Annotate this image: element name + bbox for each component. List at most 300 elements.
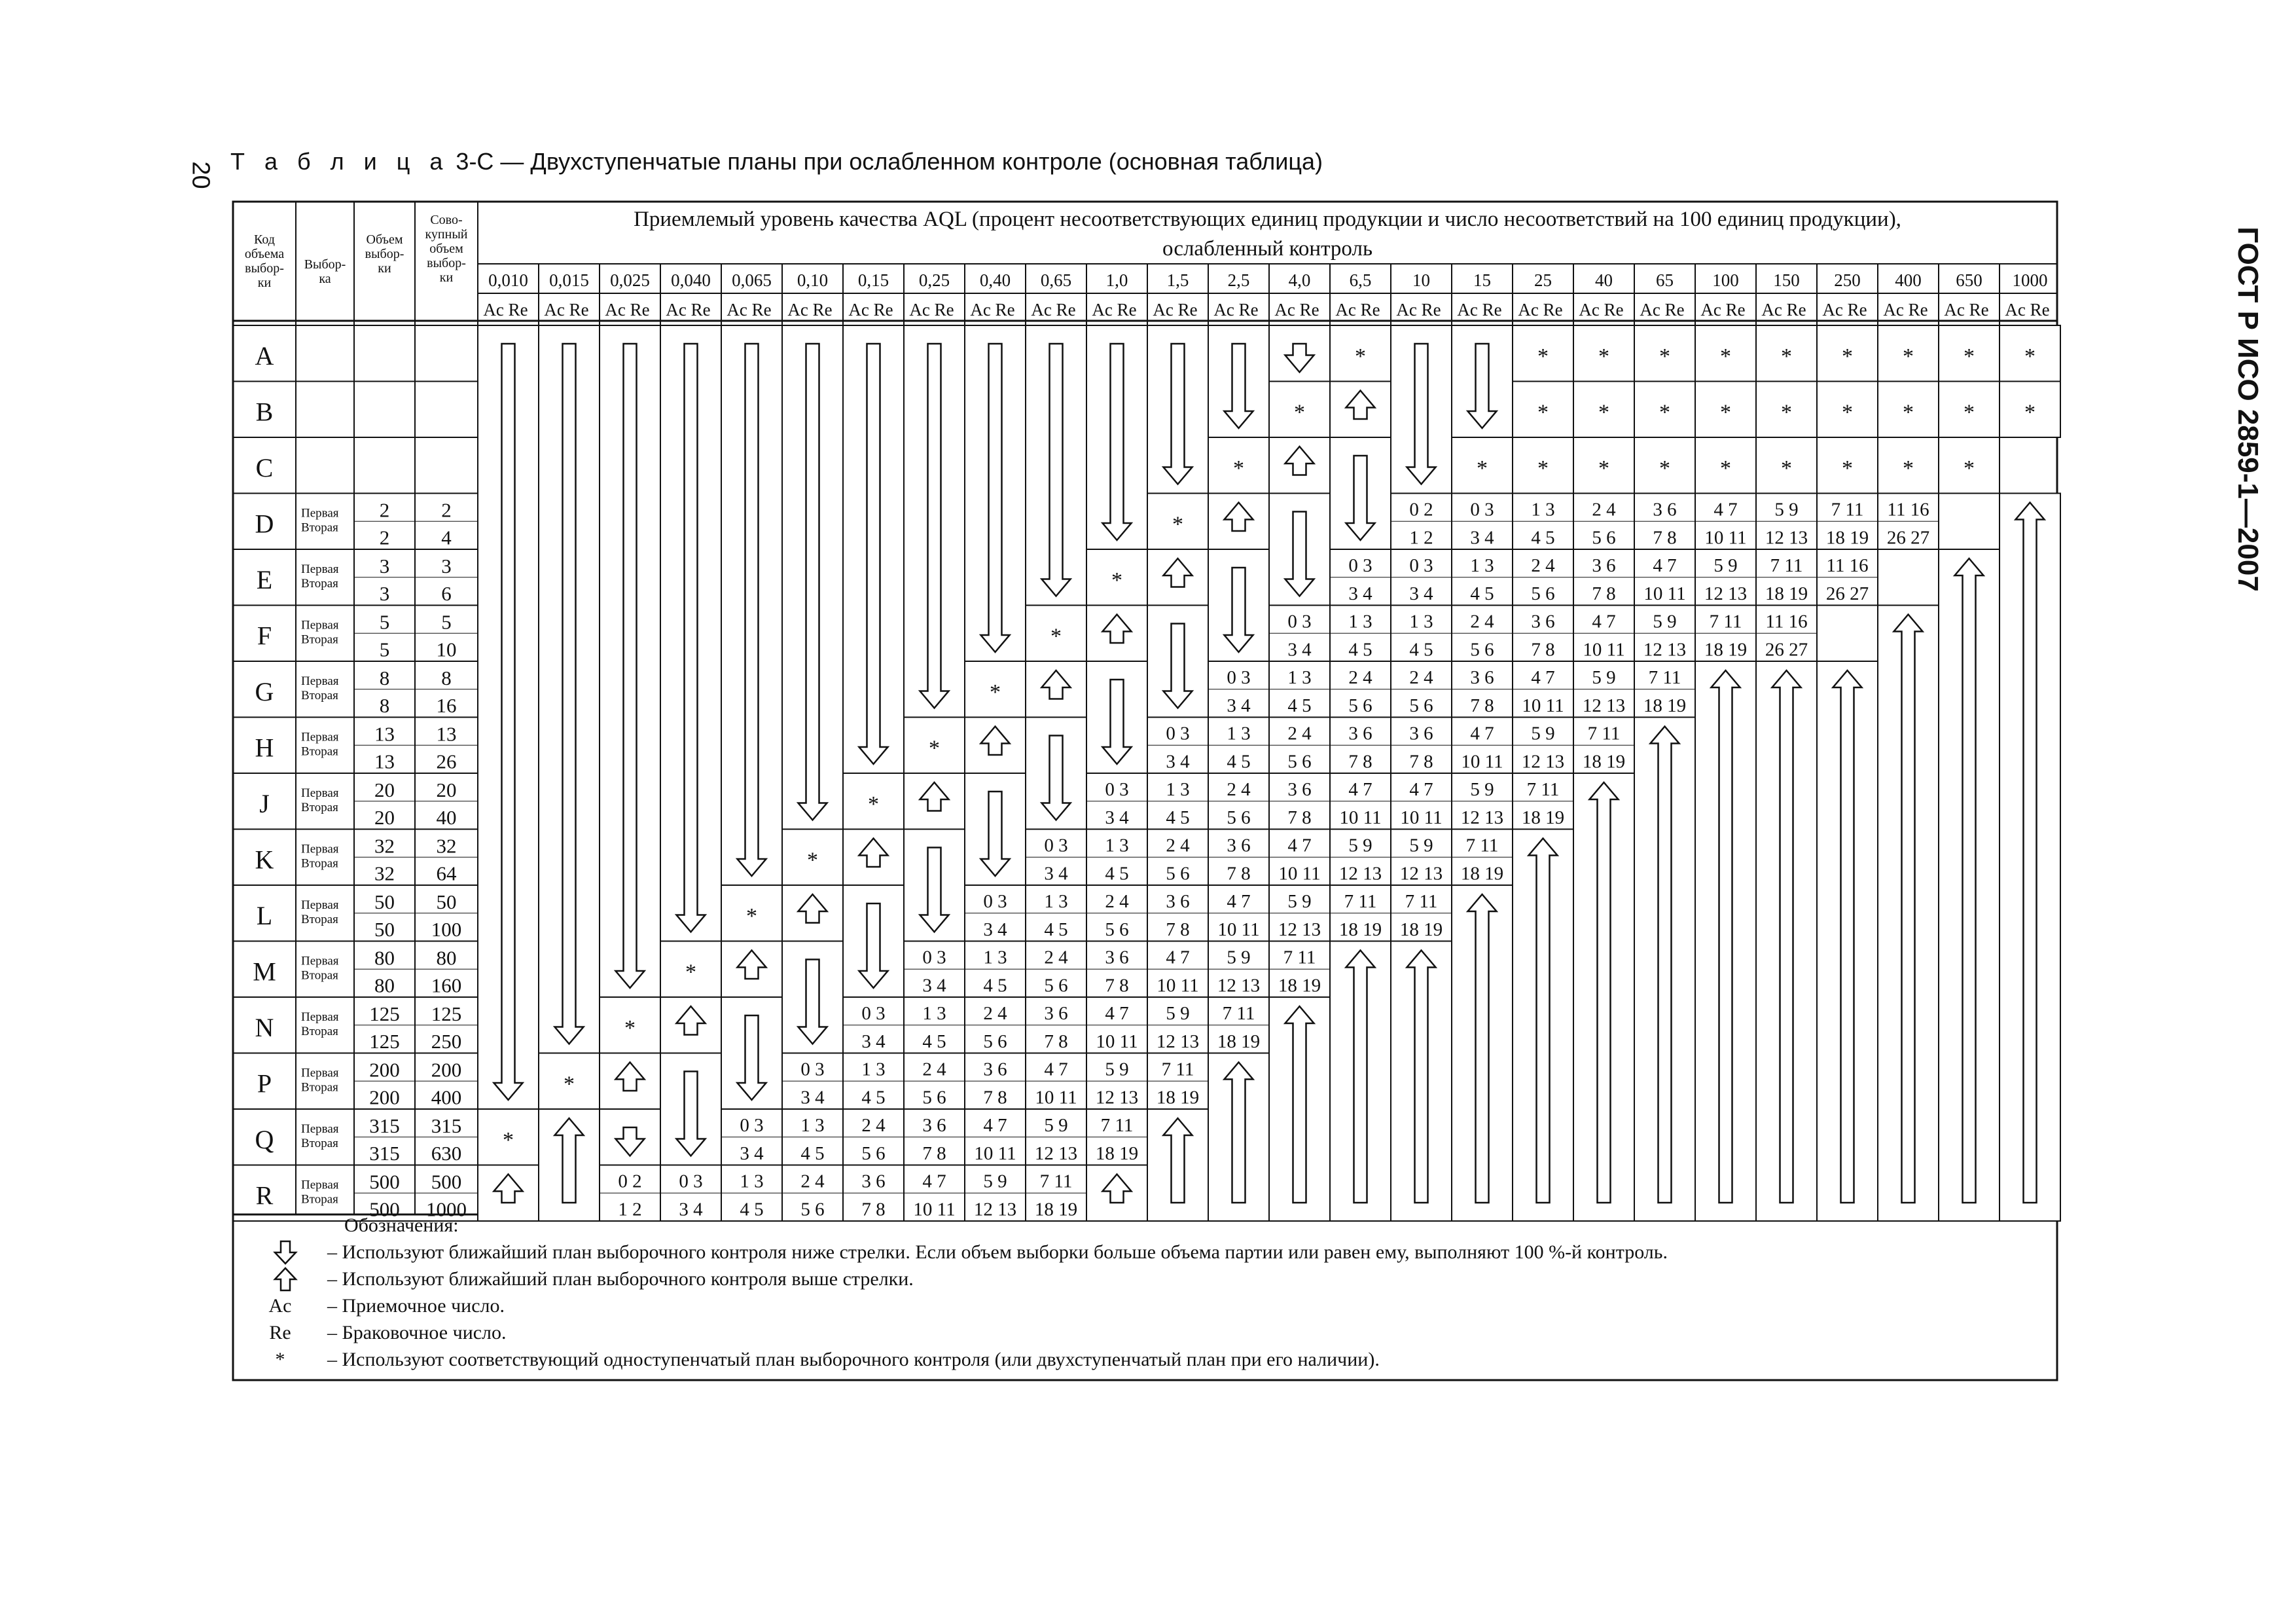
star-marker: * (1842, 456, 1853, 481)
sample-size-value: 200 (369, 1085, 400, 1109)
plan-first-stage: 4 7 (1105, 1003, 1129, 1024)
plan-first-stage: 1 3 (1531, 499, 1555, 520)
plan-first-stage: 4 7 (1531, 667, 1555, 688)
size-code-B: B (255, 397, 274, 427)
aql-value-label: 1000 (2012, 270, 2048, 290)
stage-first-label: Первая (301, 674, 339, 688)
stage-second-label: Вторая (301, 913, 338, 926)
star-marker: * (1964, 344, 1975, 369)
cumulative-size-value: 250 (431, 1030, 462, 1053)
plan-first-stage: 1 3 (861, 1059, 886, 1080)
plan-second-stage: 4 5 (1287, 695, 1312, 716)
plan-first-stage: 7 11 (1648, 667, 1681, 688)
aql-value-label: 1,5 (1166, 270, 1189, 290)
sample-size-value: 3 (379, 582, 390, 605)
star-marker: * (746, 904, 757, 928)
stage-first-label: Первая (301, 506, 339, 520)
size-code-M: M (253, 957, 276, 987)
header-cum-line: объем (429, 242, 463, 256)
plan-second-stage: 10 11 (1217, 919, 1260, 940)
plan-second-stage: 4 5 (800, 1143, 825, 1164)
sample-size-value: 80 (374, 974, 395, 997)
plan-second-stage: 12 13 (1399, 863, 1443, 884)
stage-first-label: Первая (301, 1122, 339, 1136)
star-marker: * (1659, 344, 1670, 369)
star-marker: * (1537, 456, 1549, 481)
plan-second-stage: 4 5 (1531, 527, 1555, 549)
sample-size-value: 125 (369, 1030, 400, 1053)
stage-second-label: Вторая (301, 689, 338, 702)
star-marker: * (990, 680, 1001, 704)
standard-code: ГОСТ Р ИСО 2859-1—2007 (2232, 227, 2264, 592)
plan-second-stage: 5 6 (922, 1087, 946, 1108)
sample-size-value: 2 (379, 498, 390, 522)
sample-size-value: 50 (374, 890, 395, 913)
plan-second-stage: 12 13 (1460, 807, 1504, 828)
table-title-text: 3-С — Двухступенчатые планы при ослабленном контроле (основная таблица) (456, 148, 1323, 175)
plan-second-stage: 12 13 (1765, 527, 1808, 549)
cumulative-size-value: 160 (431, 974, 462, 997)
plan-first-stage: 1 3 (800, 1115, 825, 1136)
plan-first-stage: 7 11 (1039, 1171, 1073, 1192)
plan-second-stage: 10 11 (974, 1143, 1016, 1164)
sample-size-value: 500 (369, 1197, 400, 1221)
aql-value-label: 150 (1773, 270, 1800, 290)
plan-second-stage: 7 8 (1531, 639, 1555, 661)
plan-first-stage: 3 6 (1531, 611, 1555, 632)
stage-second-label: Вторая (301, 577, 338, 591)
header-sample-line: ка (319, 272, 331, 286)
plan-first-stage: 3 6 (1044, 1003, 1068, 1024)
plan-first-stage: 1 3 (1470, 555, 1494, 576)
aql-value-label: 6,5 (1349, 270, 1372, 290)
plan-first-stage: 2 4 (800, 1171, 825, 1192)
stage-first-label: Первая (301, 730, 339, 744)
star-marker: * (1964, 400, 1975, 425)
plan-second-stage: 12 13 (1278, 919, 1321, 940)
plan-first-stage: 5 9 (1774, 499, 1799, 520)
plan-first-stage: 3 6 (1409, 723, 1433, 744)
plan-second-stage: 18 19 (1765, 583, 1808, 604)
cumulative-size-value: 4 (441, 526, 452, 549)
plan-second-stage: 4 5 (1044, 919, 1068, 940)
plan-second-stage: 5 6 (1531, 583, 1555, 604)
plan-second-stage: 12 13 (1156, 1031, 1200, 1052)
sample-size-value: 315 (369, 1142, 400, 1165)
header-code-line: выбор- (245, 261, 284, 276)
sample-size-value: 200 (369, 1058, 400, 1082)
plan-first-stage: 2 4 (922, 1059, 946, 1080)
ac-re-label: Ac Re (544, 300, 589, 319)
size-code-E: E (256, 565, 273, 594)
sample-size-value: 5 (379, 610, 390, 634)
cumulative-size-value: 13 (436, 722, 457, 746)
plan-second-stage: 7 8 (1166, 919, 1190, 940)
plan-second-stage: 3 4 (1044, 863, 1068, 884)
plan-first-stage: 4 7 (1592, 611, 1616, 632)
plan-second-stage: 5 6 (861, 1143, 886, 1164)
star-marker: * (1720, 344, 1731, 369)
star-marker: * (1903, 456, 1914, 481)
aql-value-label: 65 (1656, 270, 1674, 290)
plan-second-stage: 18 19 (1156, 1087, 1200, 1108)
plan-second-stage: 12 13 (1582, 695, 1626, 716)
size-code-L: L (256, 901, 273, 930)
plan-first-stage: 0 3 (1287, 611, 1312, 632)
plan-second-stage: 3 4 (679, 1199, 703, 1220)
plan-second-stage: 5 6 (800, 1199, 825, 1220)
plan-first-stage: 0 3 (800, 1059, 825, 1080)
plan-first-stage: 1 3 (1287, 667, 1312, 688)
star-marker: * (1903, 400, 1914, 425)
legend-star-symbol: * (275, 1349, 285, 1370)
plan-second-stage: 5 6 (1592, 527, 1616, 549)
plan-first-stage: 2 4 (1105, 891, 1129, 912)
plan-first-stage: 3 6 (1653, 499, 1677, 520)
star-marker: * (1964, 456, 1975, 481)
aql-value-label: 4,0 (1288, 270, 1311, 290)
stage-first-label: Первая (301, 1010, 339, 1024)
star-marker: * (1598, 400, 1609, 425)
plan-second-stage: 7 8 (1227, 863, 1251, 884)
star-marker: * (1172, 512, 1183, 537)
aql-value-label: 0,10 (797, 270, 829, 290)
sample-size-value: 50 (374, 918, 395, 941)
sample-size-value: 8 (379, 694, 390, 717)
star-marker: * (1659, 400, 1670, 425)
header-cum-line: ки (439, 270, 454, 285)
plan-first-stage: 1 3 (1166, 779, 1190, 800)
ac-re-label: Ac Re (909, 300, 954, 319)
sample-size-value: 5 (379, 638, 390, 661)
plan-second-stage: 12 13 (1095, 1087, 1139, 1108)
plan-first-stage: 4 7 (1348, 779, 1372, 800)
plan-second-stage: 3 4 (1287, 639, 1312, 661)
plan-first-stage: 0 3 (1409, 555, 1433, 576)
plan-second-stage: 7 8 (1044, 1031, 1068, 1052)
plan-first-stage: 4 7 (1470, 723, 1494, 744)
ac-re-label: Ac Re (483, 300, 528, 319)
plan-second-stage: 4 5 (740, 1199, 764, 1220)
cumulative-size-value: 100 (431, 918, 462, 941)
table-title-prefix: Т а б л и ц а (230, 148, 450, 175)
legend-down-text: – Используют ближайший план выборочного контроля ниже стрелки. Если объем выборки больше объема партии или равен ему, выполняют 100 %-й контроль. (327, 1241, 1668, 1263)
ac-re-label: Ac Re (726, 300, 772, 319)
ac-re-label: Ac Re (1396, 300, 1441, 319)
plan-second-stage: 12 13 (1034, 1143, 1078, 1164)
ac-re-label: Ac Re (1579, 300, 1624, 319)
cumulative-size-value: 2 (441, 498, 452, 522)
ac-re-label: Ac Re (1457, 300, 1502, 319)
legend-title: Обозначения: (344, 1214, 459, 1236)
cumulative-size-value: 3 (441, 555, 452, 577)
plan-first-stage: 0 3 (922, 947, 946, 968)
ac-re-label: Ac Re (1822, 300, 1867, 319)
plan-second-stage: 10 11 (1339, 807, 1382, 828)
plan-second-stage: 4 5 (1166, 807, 1190, 828)
star-marker: * (624, 1016, 636, 1040)
stage-first-label: Первая (301, 898, 339, 912)
plan-second-stage: 18 19 (1521, 807, 1565, 828)
plan-first-stage: 7 11 (1831, 499, 1864, 520)
plan-second-stage: 7 8 (1105, 975, 1129, 996)
stage-second-label: Вторая (301, 1192, 338, 1207)
plan-second-stage: 7 8 (1592, 583, 1616, 604)
stage-first-label: Первая (301, 786, 339, 800)
ac-re-label: Ac Re (1335, 300, 1380, 319)
stage-second-label: Вторая (301, 744, 338, 759)
plan-second-stage: 5 6 (1105, 919, 1129, 940)
star-marker: * (1720, 456, 1731, 481)
plan-first-stage: 5 9 (1287, 891, 1312, 912)
plan-first-stage: 4 7 (1227, 891, 1251, 912)
stage-second-label: Вторая (301, 520, 338, 535)
sample-size-value: 315 (369, 1114, 400, 1137)
plan-first-stage: 7 11 (1161, 1059, 1194, 1080)
stage-first-label: Первая (301, 562, 339, 576)
star-marker: * (1842, 400, 1853, 425)
legend-up-text: – Используют ближайший план выборочного контроля выше стрелки. (327, 1268, 914, 1290)
ac-re-label: Ac Re (848, 300, 893, 319)
plan-second-stage: 3 4 (983, 919, 1007, 940)
plan-first-stage: 1 3 (740, 1171, 764, 1192)
plan-second-stage: 5 6 (1044, 975, 1068, 996)
plan-first-stage: 5 9 (1044, 1115, 1068, 1136)
star-marker: * (2024, 344, 2036, 369)
plan-second-stage: 7 8 (983, 1087, 1007, 1108)
cumulative-size-value: 400 (431, 1085, 462, 1109)
plan-first-stage: 5 9 (1531, 723, 1555, 744)
ac-re-label: Ac Re (605, 300, 650, 319)
plan-first-stage: 7 11 (1770, 555, 1803, 576)
stage-second-label: Вторая (301, 801, 338, 814)
cumulative-size-value: 200 (431, 1058, 462, 1082)
plan-first-stage: 0 3 (679, 1171, 703, 1192)
plan-second-stage: 10 11 (1035, 1087, 1077, 1108)
plan-first-stage: 5 9 (1470, 779, 1494, 800)
ac-re-label: Ac Re (1031, 300, 1076, 319)
ac-re-label: Ac Re (1092, 300, 1137, 319)
plan-first-stage: 5 9 (1653, 611, 1677, 632)
plan-first-stage: 1 3 (983, 947, 1007, 968)
star-marker: * (1781, 344, 1792, 369)
plan-second-stage: 3 4 (1227, 695, 1251, 716)
plan-second-stage: 12 13 (1521, 751, 1565, 773)
star-marker: * (1842, 344, 1853, 369)
plan-first-stage: 5 9 (1348, 835, 1372, 856)
stage-second-label: Вторая (301, 1025, 338, 1038)
plan-second-stage: 4 5 (1227, 751, 1251, 773)
aql-value-label: 0,40 (979, 270, 1011, 290)
sample-size-value: 32 (374, 862, 395, 885)
plan-second-stage: 18 19 (1643, 695, 1687, 716)
plan-second-stage: 3 4 (1166, 751, 1190, 773)
ac-re-label: Ac Re (1700, 300, 1746, 319)
plan-second-stage: 18 19 (1825, 527, 1869, 549)
plan-first-stage: 7 11 (1344, 891, 1377, 912)
plan-second-stage: 3 4 (1470, 527, 1494, 549)
size-code-N: N (255, 1013, 274, 1042)
plan-first-stage: 0 3 (1470, 499, 1494, 520)
stage-first-label: Первая (301, 842, 339, 856)
ac-re-label: Ac Re (666, 300, 711, 319)
cumulative-size-value: 80 (436, 946, 457, 970)
star-marker: * (1233, 456, 1244, 481)
plan-second-stage: 26 27 (1886, 527, 1930, 549)
plan-first-stage: 5 9 (983, 1171, 1007, 1192)
plan-second-stage: 7 8 (1409, 751, 1433, 773)
aql-value-label: 0,015 (549, 270, 589, 290)
star-marker: * (1720, 400, 1731, 425)
plan-second-stage: 12 13 (1217, 975, 1261, 996)
stage-second-label: Вторая (301, 856, 338, 871)
plan-first-stage: 2 4 (1470, 611, 1494, 632)
sample-size-value: 3 (379, 555, 390, 577)
plan-second-stage: 3 4 (740, 1143, 764, 1164)
size-code-K: K (255, 845, 274, 875)
plan-first-stage: 0 2 (618, 1171, 642, 1192)
plan-second-stage: 12 13 (1338, 863, 1382, 884)
ac-re-label: Ac Re (1761, 300, 1806, 319)
size-code-J: J (259, 789, 270, 818)
cumulative-size-value: 1000 (426, 1197, 467, 1221)
aql-value-label: 0,065 (732, 270, 772, 290)
plan-first-stage: 2 4 (1287, 723, 1312, 744)
stage-second-label: Вторая (301, 632, 338, 647)
star-marker: * (1294, 400, 1305, 425)
aql-value-label: 0,010 (488, 270, 528, 290)
plan-second-stage: 18 19 (1460, 863, 1504, 884)
plan-first-stage: 0 3 (1044, 835, 1068, 856)
plan-first-stage: 1 3 (922, 1003, 946, 1024)
plan-second-stage: 5 6 (1348, 695, 1372, 716)
cumulative-size-value: 630 (431, 1142, 462, 1165)
aql-value-label: 650 (1956, 270, 1982, 290)
plan-second-stage: 10 11 (1583, 639, 1625, 661)
plan-first-stage: 4 7 (1409, 779, 1433, 800)
star-marker: * (1903, 344, 1914, 369)
plan-first-stage: 5 9 (1166, 1003, 1190, 1024)
aql-value-label: 0,65 (1040, 270, 1072, 290)
aql-value-label: 400 (1895, 270, 1922, 290)
ac-re-label: Ac Re (787, 300, 833, 319)
plan-first-stage: 4 7 (1653, 555, 1677, 576)
plan-second-stage: 10 11 (1278, 863, 1321, 884)
plan-second-stage: 4 5 (1470, 583, 1494, 604)
plan-first-stage: 2 4 (1409, 667, 1433, 688)
header-code-line: ки (257, 276, 272, 290)
cumulative-size-value: 125 (431, 1002, 462, 1025)
header-cum-line: купный (425, 227, 468, 242)
plan-first-stage: 11 16 (1887, 499, 1929, 520)
plan-first-stage: 5 9 (1592, 667, 1616, 688)
aql-value-label: 250 (1834, 270, 1861, 290)
plan-first-stage: 2 4 (983, 1003, 1007, 1024)
aql-value-label: 2,5 (1227, 270, 1250, 290)
sample-size-value: 80 (374, 946, 395, 970)
ac-re-label: Ac Re (1274, 300, 1319, 319)
cumulative-size-value: 5 (441, 610, 452, 634)
plan-first-stage: 2 4 (1227, 779, 1251, 800)
plan-first-stage: 3 6 (983, 1059, 1007, 1080)
star-marker: * (2024, 400, 2036, 425)
plan-second-stage: 26 27 (1765, 639, 1808, 661)
plan-second-stage: 10 11 (1400, 807, 1443, 828)
plan-second-stage: 10 11 (1522, 695, 1564, 716)
stage-first-label: Первая (301, 954, 339, 968)
star-marker: * (929, 736, 940, 761)
legend-ac-symbol: Ac (268, 1295, 292, 1317)
aql-value-label: 10 (1412, 270, 1430, 290)
ac-re-label: Ac Re (1153, 300, 1198, 319)
plan-first-stage: 0 3 (740, 1115, 764, 1136)
plan-second-stage: 7 8 (922, 1143, 946, 1164)
plan-first-stage: 4 7 (1044, 1059, 1068, 1080)
stage-first-label: Первая (301, 1178, 339, 1192)
header-code-line: объема (244, 247, 285, 261)
plan-second-stage: 7 8 (861, 1199, 886, 1220)
plan-first-stage: 3 6 (861, 1171, 886, 1192)
plan-first-stage: 5 9 (1105, 1059, 1129, 1080)
stage-first-label: Первая (301, 1066, 339, 1080)
legend-star-text: – Используют соответствующий одноступенчатый план выборочного контроля (или двухступенчатый план при его наличии). (327, 1349, 1380, 1370)
plan-first-stage: 3 6 (1470, 667, 1494, 688)
plan-first-stage: 3 6 (1227, 835, 1251, 856)
plan-second-stage: 10 11 (1096, 1031, 1138, 1052)
plan-first-stage: 2 4 (1592, 499, 1616, 520)
plan-first-stage: 1 3 (1409, 611, 1433, 632)
plan-first-stage: 3 6 (1287, 779, 1312, 800)
sample-size-value: 125 (369, 1002, 400, 1025)
plan-second-stage: 3 4 (861, 1031, 886, 1052)
plan-first-stage: 11 16 (1826, 555, 1869, 576)
sample-size-value: 2 (379, 526, 390, 549)
plan-second-stage: 18 19 (1278, 975, 1321, 996)
plan-first-stage: 2 4 (1531, 555, 1555, 576)
stage-second-label: Вторая (301, 1080, 338, 1095)
cumulative-size-value: 16 (436, 694, 457, 717)
size-code-G: G (255, 677, 274, 706)
cumulative-size-value: 6 (441, 582, 452, 605)
star-marker: * (1050, 624, 1062, 649)
plan-first-stage: 2 4 (861, 1115, 886, 1136)
plan-first-stage: 7 11 (1405, 891, 1438, 912)
aql-value-label: 40 (1595, 270, 1613, 290)
plan-first-stage: 0 3 (983, 891, 1007, 912)
star-marker: * (1598, 344, 1609, 369)
plan-second-stage: 4 5 (1409, 639, 1433, 661)
aql-value-label: 1,0 (1105, 270, 1128, 290)
ac-re-label: Ac Re (1944, 300, 1989, 319)
plan-second-stage: 7 8 (1653, 527, 1677, 549)
plan-first-stage: 2 4 (1044, 947, 1068, 968)
cumulative-size-value: 64 (436, 862, 457, 885)
plan-first-stage: 3 6 (1348, 723, 1372, 744)
plan-first-stage: 7 11 (1100, 1115, 1134, 1136)
plan-second-stage: 4 5 (1348, 639, 1372, 661)
plan-second-stage: 4 5 (922, 1031, 946, 1052)
header-cum-line: выбор- (427, 256, 466, 270)
plan-second-stage: 18 19 (1399, 919, 1443, 940)
aql-value-label: 15 (1473, 270, 1491, 290)
plan-second-stage: 7 8 (1348, 751, 1372, 773)
sample-size-value: 20 (374, 806, 395, 829)
plan-first-stage: 11 16 (1765, 611, 1808, 632)
star-marker: * (1781, 400, 1792, 425)
cumulative-size-value: 20 (436, 778, 457, 801)
plan-first-stage: 0 3 (1166, 723, 1190, 744)
size-code-Q: Q (255, 1125, 274, 1154)
